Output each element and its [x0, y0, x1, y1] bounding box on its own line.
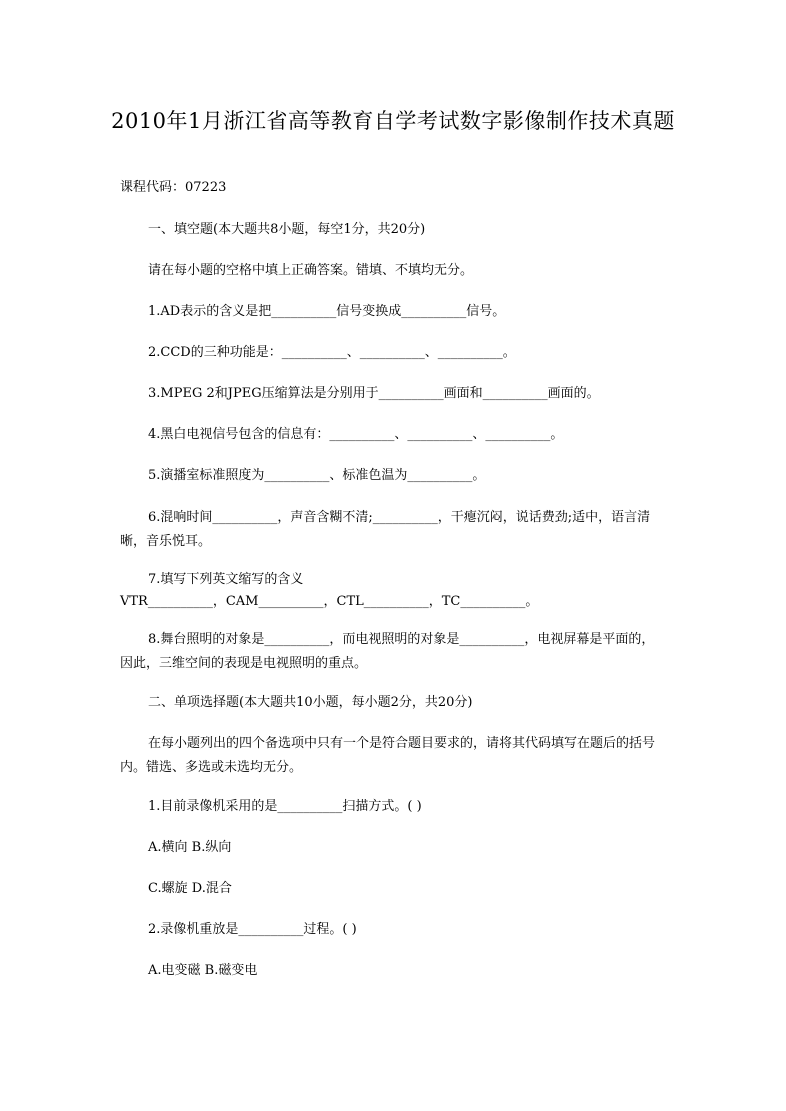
section2-question-1: 1.目前录像机采用的是__________扫描方式。( ): [148, 799, 422, 814]
section2-question-1-options-ab: A.横向 B.纵向: [148, 840, 232, 855]
section2-question-2: 2.录像机重放是__________过程。( ): [148, 922, 357, 937]
document-title: 2010年1月浙江省高等教育自学考试数字影像制作技术真题: [111, 109, 675, 133]
section2-instruction: 在每小题列出的四个备选项中只有一个是符合题目要求的，请将其代码填写在题后的括号内。错选、多选或未选均无分。: [120, 736, 656, 775]
section1-question-2: 2.CCD的三种功能是：__________、__________、__________。: [148, 345, 516, 360]
section1-question-3: 3.MPEG 2和JPEG压缩算法是分别用于__________画面和__________画面的。: [148, 386, 600, 401]
section1-heading: 一、填空题(本大题共8小题，每空1分，共20分): [148, 222, 426, 237]
section1-instruction: 请在每小题的空格中填上正确答案。错填、不填均无分。: [148, 263, 474, 278]
section1-question-8: 8.舞台照明的对象是__________，而电视照明的对象是__________，电视屏幕是平面的，因此，三维空间的表现是电视照明的重点。: [120, 632, 655, 671]
course-code: 课程代码：07223: [120, 180, 227, 195]
section1-question-6: 6.混响时间__________，声音含糊不清;__________，干瘪沉闷，说话费劲;适中，语言清晰，音乐悦耳。: [120, 510, 651, 549]
section1-question-7-label: 7.填写下列英文缩写的含义: [148, 572, 304, 587]
section2-heading: 二、单项选择题(本大题共10小题，每小题2分，共20分): [148, 695, 473, 710]
section2-question-2-options-ab: A.电变磁 B.磁变电: [148, 963, 258, 978]
section1-question-1: 1.AD表示的含义是把__________信号变换成__________信号。: [148, 304, 506, 319]
section2-question-1-options-cd: C.螺旋 D.混合: [148, 881, 232, 896]
section1-question-4: 4.黑白电视信号包含的信息有：__________、__________、__________。: [148, 427, 564, 442]
section1-question-7-items: VTR__________，CAM__________，CTL__________，TC__________。: [120, 594, 539, 609]
section1-question-5: 5.演播室标准照度为__________、标准色温为__________。: [148, 468, 486, 483]
